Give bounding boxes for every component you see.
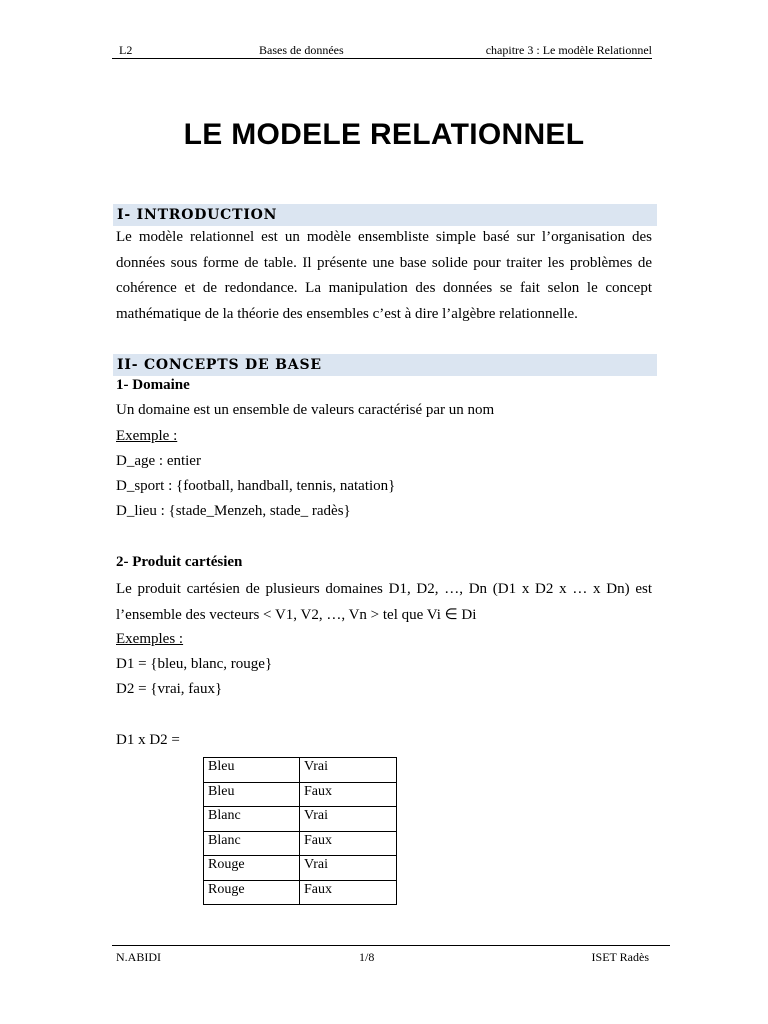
section-heading-introduction: I- INTRODUCTION bbox=[113, 204, 657, 226]
header-center: Bases de données bbox=[259, 43, 344, 57]
table-row bbox=[204, 758, 397, 783]
header-divider bbox=[112, 58, 652, 59]
table-row bbox=[204, 856, 397, 881]
page-title: LE MODELE RELATIONNEL bbox=[183, 118, 585, 151]
table-cell: Rouge bbox=[204, 880, 300, 905]
table-cell: Vrai bbox=[300, 807, 397, 832]
produit-definition-line1: Le produit cartésien de plusieurs domaines D1, D2, …, Dn (D1 x D2 x … x Dn) est bbox=[116, 581, 652, 597]
produit-d1: D1 = {bleu, blanc, rouge} bbox=[116, 656, 273, 672]
footer-right: ISET Radès bbox=[591, 950, 649, 964]
domaine-example-sport: D_sport : {football, handball, tennis, natation} bbox=[116, 478, 396, 494]
table-row bbox=[204, 880, 397, 905]
table-row bbox=[204, 831, 397, 856]
table-cell: Rouge bbox=[204, 856, 300, 881]
header-right: chapitre 3 : Le modèle Relationnel bbox=[485, 43, 652, 57]
table-cell: Bleu bbox=[204, 758, 300, 783]
table-cell: Blanc bbox=[204, 831, 300, 856]
table-row bbox=[204, 807, 397, 832]
domaine-example-label: Exemple : bbox=[116, 428, 178, 444]
domaine-definition: Un domaine est un ensemble de valeurs caractérisé par un nom bbox=[116, 402, 495, 418]
footer-left: N.ABIDI bbox=[116, 950, 161, 964]
section-heading-concepts: II- CONCEPTS DE BASE bbox=[113, 354, 657, 376]
produit-d2: D2 = {vrai, faux} bbox=[116, 681, 223, 697]
table-cell: Faux bbox=[300, 782, 397, 807]
table-cell: Vrai bbox=[300, 856, 397, 881]
table-row bbox=[204, 782, 397, 807]
produit-example-label: Exemples : bbox=[116, 631, 184, 647]
table-cell: Blanc bbox=[204, 807, 300, 832]
subheading-produit-cartesien: 2- Produit cartésien bbox=[116, 554, 243, 570]
footer-page-number: 1/8 bbox=[359, 950, 375, 964]
produit-definition-line2: l’ensemble des vecteurs < V1, V2, …, Vn > tel que Vi ∈ Di bbox=[116, 607, 477, 623]
table-cell: Bleu bbox=[204, 782, 300, 807]
table-cell: Vrai bbox=[300, 758, 397, 783]
cartesian-product-table bbox=[203, 757, 397, 905]
header-left: L2 bbox=[119, 43, 133, 57]
subheading-domaine: 1- Domaine bbox=[116, 377, 190, 393]
table-cell: Faux bbox=[300, 880, 397, 905]
produit-label: D1 x D2 = bbox=[116, 732, 180, 748]
introduction-paragraph: Le modèle relationnel est un modèle ensembliste simple basé sur l’organisation des données sous forme de table. Il présente une base solide pour traiter les problèmes de cohérence et de redondance. La manipulation des données se fait selon le concept mathématique de la théorie des ensembles c’est à dire l’algèbre relationnelle. bbox=[116, 229, 652, 322]
footer-divider bbox=[112, 945, 670, 946]
table-cell: Faux bbox=[300, 831, 397, 856]
domaine-example-lieu: D_lieu : {stade_Menzeh, stade_ radès} bbox=[116, 503, 351, 519]
domaine-example-age: D_age : entier bbox=[116, 453, 201, 469]
